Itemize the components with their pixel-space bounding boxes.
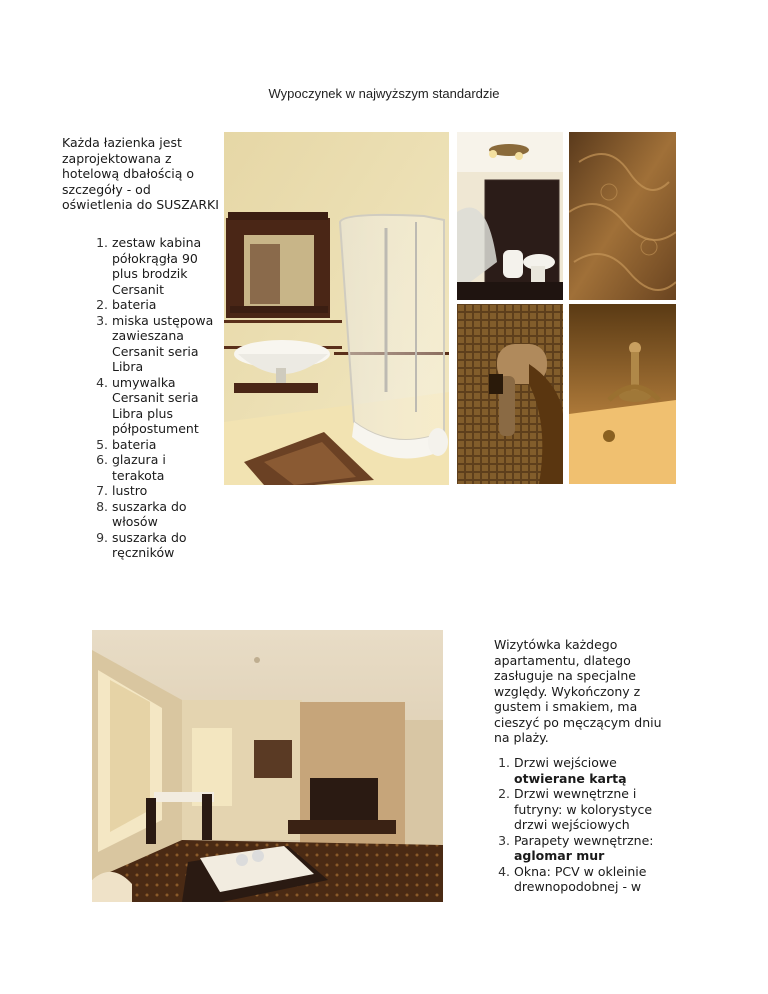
list-item: 3. Parapety wewnętrzne: aglomar mur	[498, 832, 654, 863]
page-title: Wypoczynek w najwyższym standardzie	[268, 86, 500, 101]
hair-dryer-photo	[489, 304, 563, 484]
list-item: 4. umywalka Cersanit seria Libra plus półpostument	[96, 374, 199, 436]
faucet-photo	[569, 304, 676, 484]
wall-tile-photo	[569, 132, 676, 300]
list-item: 1. Drzwi wejściowe otwierane kartą	[498, 755, 627, 786]
list-item: 8. suszarka do włosów	[96, 498, 187, 529]
list-item: 3. miska ustępowa zawieszana Cersanit seria Libra	[96, 312, 214, 374]
living-room-photo	[92, 630, 443, 902]
bathroom-small-photo	[457, 132, 563, 300]
list-item: 4. Okna: PCV w okleinie drewnopodobnej - w	[498, 863, 647, 894]
list-item: 6. glazura i terakota	[96, 452, 166, 483]
list-item: 2. bateria	[96, 297, 157, 312]
bathroom-items-list	[92, 235, 222, 561]
list-item: 9. suszarka do ręczników	[96, 529, 187, 560]
list-item: 1. zestaw kabina półokrągła 90 plus brodzik Cersanit	[96, 235, 202, 297]
list-item: 2. Drzwi wewnętrzne i futryny: w kolorystyce drzwi wejściowych	[498, 786, 653, 832]
list-item: 5. bateria	[96, 436, 157, 452]
list-item: 7. lustro	[96, 483, 148, 498]
apartment-items-list	[494, 755, 674, 895]
bathroom-intro: Każda łazienka jest zaprojektowana z hotelową dbałością o szczegóły - od oświetlenia do SUSZARKI	[62, 135, 219, 212]
bathroom-photo	[224, 132, 449, 485]
apartment-intro: Wizytówka każdego apartamentu, dlatego zasługuje na specjalne względy. Wykończony z gustem i smakiem, ma cieszyć po męczącym dniu na plaży.	[494, 637, 662, 745]
